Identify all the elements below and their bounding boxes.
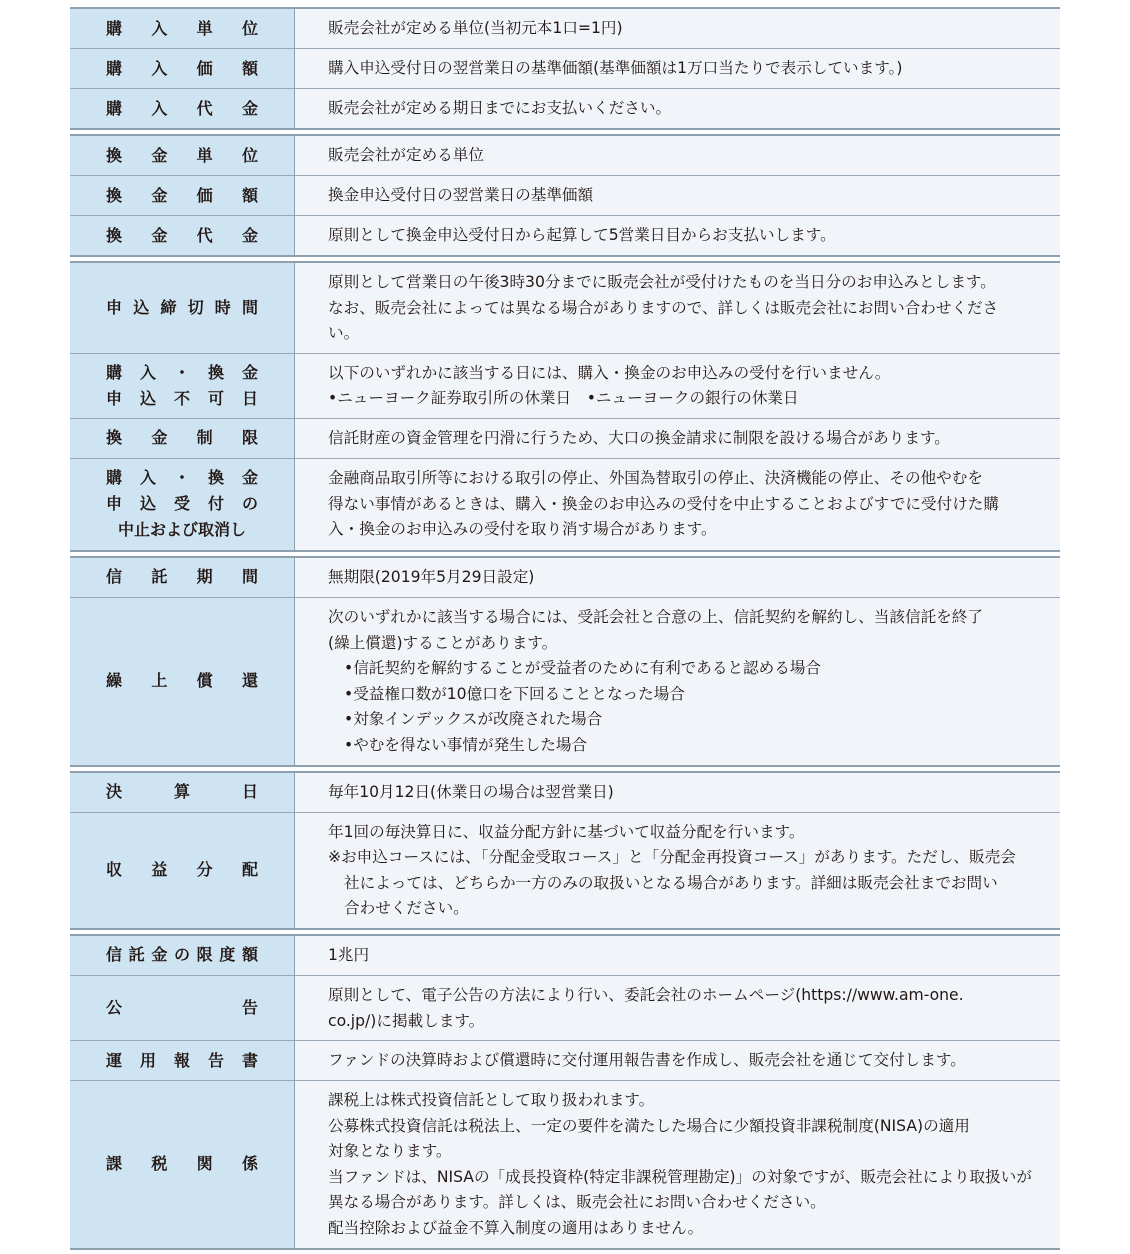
row-value-line: 対象となります。 bbox=[328, 1142, 452, 1161]
row-label bbox=[70, 558, 295, 597]
row-value-line: 入・換金のお申込みの受付を取り消す場合があります。 bbox=[328, 520, 717, 539]
row-value-line: 無期限(2019年5月29日設定) bbox=[328, 568, 535, 587]
row-label-line: 換 金 単 位 bbox=[106, 145, 258, 165]
row-value-line: 販売会社が定める単位 bbox=[328, 146, 484, 165]
row-label bbox=[70, 49, 295, 88]
row-label bbox=[70, 598, 295, 765]
row-label-line: 公 告 bbox=[106, 998, 258, 1017]
row-label bbox=[70, 773, 295, 812]
row-label bbox=[70, 136, 295, 175]
row-value-line: 販売会社が定める単位(当初元本1口=1円) bbox=[328, 19, 623, 38]
row-value-line: ※お申込コースには、「分配金受取コース」と「分配金再投資コース」があります。ただし、販売会 bbox=[328, 848, 1016, 867]
table-row bbox=[70, 9, 1060, 48]
row-label bbox=[70, 419, 295, 458]
row-value-line: •対象インデックスが改廃された場合 bbox=[344, 710, 603, 729]
row-value-line: 販売会社が定める期日までにお支払いください。 bbox=[328, 99, 672, 118]
row-value bbox=[295, 598, 1060, 765]
row-value bbox=[295, 976, 1060, 1040]
row-value bbox=[295, 558, 1060, 597]
row-label-line: 課 税 関 係 bbox=[106, 1154, 258, 1174]
table-row bbox=[70, 1040, 1060, 1080]
row-label-line: 決 算 日 bbox=[106, 782, 258, 802]
row-value bbox=[295, 9, 1060, 48]
table-group bbox=[70, 556, 1060, 767]
table-row bbox=[70, 88, 1060, 128]
row-value-line: 原則として営業日の午後3時30分までに販売会社が受付けたものを当日分のお申込みとします。 bbox=[328, 273, 996, 291]
row-value-line: 以下のいずれかに該当する日には、購入・換金のお申込みの受付を行いません。 bbox=[328, 363, 891, 382]
row-value-line: 1兆円 bbox=[328, 946, 370, 965]
row-value-line: 原則として、電子公告の方法により行い、委託会社のホームページ(https://www.am-one. bbox=[328, 985, 964, 1004]
row-label-line: 収 益 分 配 bbox=[106, 860, 258, 880]
row-value bbox=[295, 136, 1060, 175]
row-label bbox=[70, 813, 295, 928]
row-value-line: 異なる場合があります。詳しくは、販売会社にお問い合わせください。 bbox=[328, 1193, 826, 1212]
table-group bbox=[70, 134, 1060, 257]
row-value-line: 原則として換金申込受付日から起算して5営業日目からお支払いします。 bbox=[328, 226, 836, 245]
row-value-line: 社によっては、どちらか一方のみの取扱いとなる場合があります。詳細は販売会社までお問い bbox=[344, 873, 998, 892]
table-row bbox=[70, 263, 1060, 353]
row-value bbox=[295, 49, 1060, 88]
row-label bbox=[70, 89, 295, 128]
row-value-line: (繰上償還)することがあります。 bbox=[328, 633, 558, 652]
row-label-line: 申 込 締 切 時 間 bbox=[106, 297, 258, 317]
table-group bbox=[70, 934, 1060, 1250]
row-label bbox=[70, 1041, 295, 1080]
table-row bbox=[70, 936, 1060, 975]
row-label-line: 購 入 代 金 bbox=[106, 98, 258, 118]
row-label bbox=[70, 263, 295, 353]
row-value bbox=[295, 354, 1060, 418]
table-row bbox=[70, 812, 1060, 928]
row-value-line: 信託財産の資金管理を円滑に行うため、大口の換金請求に制限を設ける場合があります。 bbox=[328, 429, 950, 448]
table-group bbox=[70, 771, 1060, 930]
table-row bbox=[70, 1080, 1060, 1248]
row-value-line: 配当控除および益金不算入制度の適用はありません。 bbox=[328, 1219, 704, 1238]
table-group bbox=[70, 261, 1060, 552]
row-value bbox=[295, 419, 1060, 458]
row-label bbox=[70, 354, 295, 418]
row-label-line: 換 金 制 限 bbox=[106, 428, 258, 448]
row-value-line: い。 bbox=[328, 324, 360, 343]
row-label-line: 申 込 不 可 日 bbox=[106, 388, 258, 408]
table-row bbox=[70, 773, 1060, 812]
row-value-line: 公募株式投資信託は税法上、一定の要件を満たした場合に少額投資非課税制度(NISA)の適用 bbox=[328, 1116, 970, 1135]
row-label-line: 信 託 期 間 bbox=[106, 567, 258, 587]
row-value-line: •ニューヨーク証券取引所の休業日 •ニューヨークの銀行の休業日 bbox=[328, 389, 799, 408]
row-value bbox=[295, 1041, 1060, 1080]
row-value-line: •やむを得ない事情が発生した場合 bbox=[344, 735, 588, 754]
row-value bbox=[295, 936, 1060, 975]
row-label-line: 購 入 単 位 bbox=[106, 18, 258, 38]
row-label-line: 換 金 価 額 bbox=[106, 185, 258, 205]
row-value bbox=[295, 216, 1060, 255]
row-label-line: 信 託 金 の 限 度 額 bbox=[106, 945, 258, 965]
row-label bbox=[70, 976, 295, 1040]
row-label-line: 運 用 報 告 書 bbox=[106, 1050, 258, 1070]
table-row bbox=[70, 975, 1060, 1040]
row-label bbox=[70, 936, 295, 975]
row-label bbox=[70, 176, 295, 215]
row-label bbox=[70, 9, 295, 48]
row-value-line: 得ない事情があるときは、購入・換金のお申込みの受付を中止することおよびすでに受付けた購 bbox=[328, 494, 999, 513]
row-label-line: 繰 上 償 還 bbox=[106, 671, 258, 691]
row-value bbox=[295, 459, 1060, 550]
table-row bbox=[70, 558, 1060, 597]
row-value bbox=[295, 89, 1060, 128]
table-row bbox=[70, 458, 1060, 550]
row-label bbox=[70, 459, 295, 550]
row-value-line: 次のいずれかに該当する場合には、受託会社と合意の上、信託契約を解約し、当該信託を終了 bbox=[328, 607, 983, 626]
row-value bbox=[295, 773, 1060, 812]
row-label-line: 購 入 ・ 換 金 bbox=[106, 468, 258, 488]
row-value-line: 合わせください。 bbox=[344, 899, 469, 918]
row-value-line: 購入申込受付日の翌営業日の基準価額(基準価額は1万口当たりで表示しています。) bbox=[328, 59, 903, 78]
row-value-line: 当ファンドは、NISAの「成長投資枠(特定非課税管理勘定)」の対象ですが、販売会社により取扱いが bbox=[328, 1167, 1032, 1186]
row-value-line: 金融商品取引所等における取引の停止、外国為替取引の停止、決済機能の停止、その他やむを bbox=[328, 468, 983, 487]
row-label-line: 購 入 価 額 bbox=[106, 58, 258, 78]
row-value-line: 課税上は株式投資信託として取り扱われます。 bbox=[328, 1091, 655, 1110]
row-label bbox=[70, 1081, 295, 1248]
row-value-line: co.jp/)に掲載します。 bbox=[328, 1011, 485, 1030]
row-value-line: •受益権口数が10億口を下回ることとなった場合 bbox=[344, 684, 685, 703]
row-value-line: なお、販売会社によっては異なる場合がありますので、詳しくは販売会社にお問い合わせくださ bbox=[328, 298, 999, 317]
table-group bbox=[70, 7, 1060, 130]
table-row bbox=[70, 136, 1060, 175]
row-label-line: 購 入 ・ 換 金 bbox=[106, 362, 258, 382]
row-value-line: 換金申込受付日の翌営業日の基準価額 bbox=[328, 186, 594, 205]
table-row bbox=[70, 418, 1060, 458]
table-row bbox=[70, 597, 1060, 765]
row-value bbox=[295, 813, 1060, 928]
fund-summary-table bbox=[70, 7, 1060, 1254]
row-label-line: 申 込 受 付 の bbox=[106, 494, 258, 514]
table-row bbox=[70, 48, 1060, 88]
row-value-line: 毎年10月12日(休業日の場合は翌営業日) bbox=[328, 782, 614, 801]
row-label bbox=[70, 216, 295, 255]
table-row bbox=[70, 175, 1060, 215]
row-label-line: 換 金 代 金 bbox=[106, 225, 258, 245]
table-row bbox=[70, 353, 1060, 418]
row-value-line: ファンドの決算時および償還時に交付運用報告書を作成し、販売会社を通じて交付します。 bbox=[328, 1051, 966, 1070]
table-row bbox=[70, 215, 1060, 255]
row-value-line: •信託契約を解約することが受益者のために有利であると認める場合 bbox=[344, 659, 822, 678]
row-value bbox=[295, 263, 1060, 353]
row-value-line: 年1回の毎決算日に、収益分配方針に基づいて収益分配を行います。 bbox=[328, 822, 805, 841]
row-value bbox=[295, 1081, 1060, 1248]
row-label-line: 中止および取消し bbox=[117, 520, 246, 540]
row-value bbox=[295, 176, 1060, 215]
